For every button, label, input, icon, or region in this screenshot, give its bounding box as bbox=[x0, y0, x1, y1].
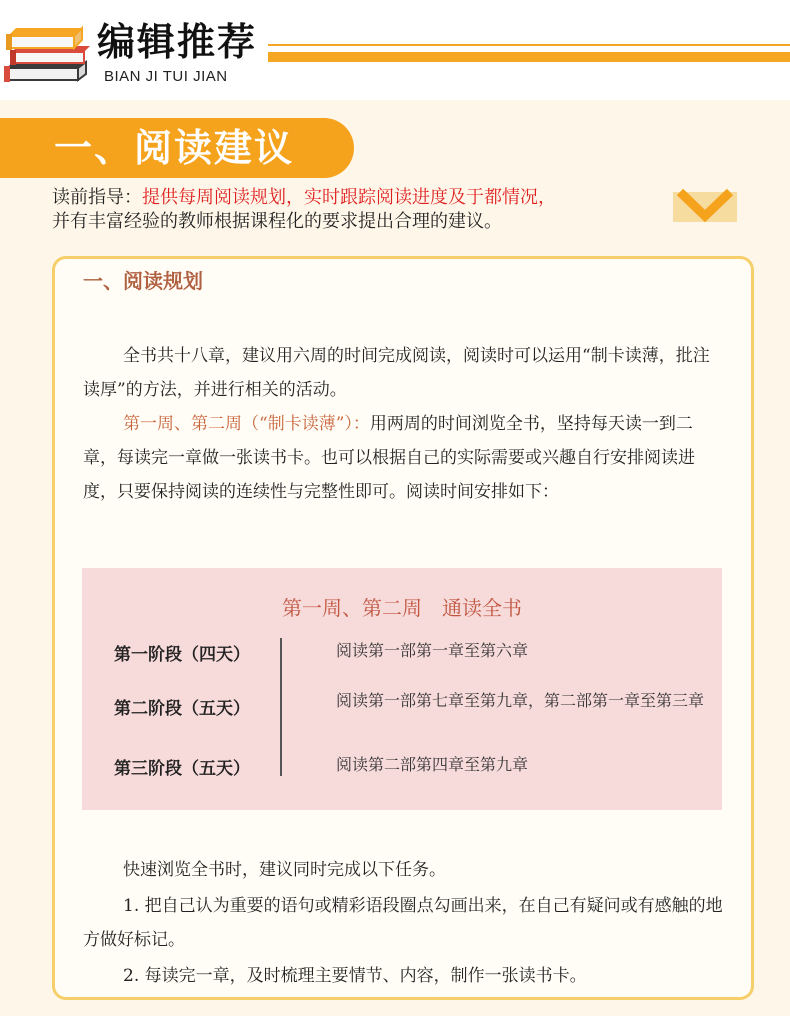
task-item bbox=[83, 889, 723, 957]
header-title: 编辑推荐 bbox=[97, 20, 258, 64]
tasks-intro-text: 快速浏览全书时，建议同时完成以下任务。 bbox=[123, 860, 446, 880]
week-label: 第一周、第二周（“制卡读薄”）： bbox=[123, 414, 370, 434]
reading-plan-card bbox=[52, 256, 754, 1000]
stage-desc-text: 阅读第二部第四章至第九章 bbox=[336, 755, 529, 774]
stage-name: 第一阶段（四天） bbox=[114, 645, 250, 665]
header-rule-thin bbox=[268, 44, 790, 46]
intro-text: 全书共十八章，建议用六周的时间完成阅读，阅读时可以运用“制卡读薄，批注读厚”的方法，并进行相关的活动。 bbox=[83, 346, 710, 400]
header-subtitle: BIAN JI TUI JIAN bbox=[104, 68, 228, 85]
schedule-title: 第一周、第二周 通读全书 bbox=[282, 596, 522, 620]
reading-guide bbox=[52, 186, 672, 234]
tasks-intro bbox=[83, 853, 723, 887]
schedule-box bbox=[82, 568, 722, 810]
stage-desc bbox=[296, 636, 712, 666]
header bbox=[0, 0, 790, 100]
guide-rest: 并有丰富经验的教师根据课程化的要求提出合理的建议。 bbox=[52, 211, 502, 232]
books-icon bbox=[0, 14, 92, 88]
card-title: 一、阅读规划 bbox=[83, 269, 203, 293]
guide-label: 读前指导： bbox=[52, 187, 142, 208]
task-text: 2. 每读完一章，及时梳理主要情节、内容，制作一张读书卡。 bbox=[123, 966, 587, 986]
stage-name: 第三阶段（五天） bbox=[114, 759, 250, 779]
header-rule-thick bbox=[268, 52, 790, 62]
task-item bbox=[83, 959, 723, 993]
week-paragraph bbox=[83, 407, 723, 509]
stage-desc bbox=[296, 686, 712, 716]
chevron-down-icon bbox=[676, 186, 734, 226]
task-text: 1. 把自己认为重要的语句或精彩语段圈点勾画出来，在自己有疑问或有感触的地方做好标记。 bbox=[83, 896, 723, 950]
week-text: 用两周的时间浏览全书，坚持每天读一到二章，每读完一章做一张读书卡。也可以根据自己的实际需要或兴趣自行安排阅读进度，只要保持阅读的连续性与完整性即可。阅读时间安排如下： bbox=[83, 414, 695, 502]
guide-highlight: 提供每周阅读规划，实时跟踪阅读进度及于都情况， bbox=[142, 187, 556, 208]
stage-desc-text: 阅读第一部第七章至第九章，第二部第一章至第三章 bbox=[336, 691, 705, 710]
section-banner-title: 一、阅读建议 bbox=[54, 126, 295, 170]
stage-desc bbox=[296, 750, 712, 780]
stage-desc-text: 阅读第一部第一章至第六章 bbox=[336, 641, 529, 660]
intro-paragraph bbox=[83, 339, 723, 407]
schedule-divider bbox=[280, 638, 282, 776]
stage-name: 第二阶段（五天） bbox=[114, 699, 250, 719]
